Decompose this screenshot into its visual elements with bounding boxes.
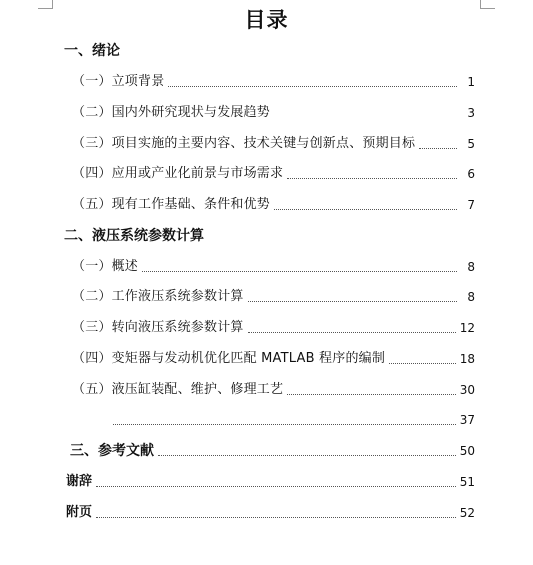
toc-entry-label: 三、参考文献 bbox=[70, 443, 154, 459]
toc-entry-label: （二）国内外研究现状与发展趋势 bbox=[72, 105, 271, 120]
toc-entry-page: 7 bbox=[467, 198, 475, 212]
toc-entry[interactable] bbox=[72, 287, 475, 307]
dot-leader bbox=[248, 300, 457, 302]
toc-entry[interactable] bbox=[72, 164, 475, 184]
toc-entry-label: （四）变矩器与发动机优化匹配 MATLAB 程序的编制 bbox=[72, 351, 386, 366]
dot-leader bbox=[96, 485, 456, 487]
toc-section-label: 二、液压系统参数计算 bbox=[64, 228, 204, 244]
dot-leader bbox=[274, 208, 457, 210]
toc-entry-page: 30 bbox=[459, 383, 475, 397]
toc-section-label: 一、绪论 bbox=[64, 43, 120, 59]
toc-entry-label: （一）概述 bbox=[72, 259, 139, 274]
toc-entry-page: 50 bbox=[459, 444, 475, 458]
toc-entry-page: 52 bbox=[459, 506, 475, 520]
dot-leader bbox=[96, 516, 456, 518]
toc-entry-label: （二）工作液压系统参数计算 bbox=[72, 289, 244, 304]
dot-leader bbox=[389, 362, 456, 364]
toc-entry-label: 谢辞 bbox=[66, 474, 93, 489]
toc-entry[interactable] bbox=[72, 195, 475, 215]
toc-entry-page: 18 bbox=[459, 352, 475, 366]
toc-entry-page: 8 bbox=[467, 290, 475, 304]
toc-entry-label: （五）现有工作基础、条件和优势 bbox=[72, 197, 271, 212]
toc-entry[interactable] bbox=[72, 134, 475, 154]
dot-leader bbox=[287, 393, 456, 395]
toc-entry[interactable] bbox=[72, 380, 475, 400]
dot-leader bbox=[274, 117, 457, 118]
toc-entry[interactable] bbox=[72, 349, 475, 369]
toc-entry-page: 51 bbox=[459, 475, 475, 489]
toc-entry[interactable] bbox=[72, 103, 475, 123]
toc-entry[interactable] bbox=[72, 72, 475, 92]
toc-entry-acknowledgements[interactable] bbox=[66, 472, 475, 492]
toc-entry-page: 37 bbox=[459, 413, 475, 427]
toc-entry-page: 3 bbox=[467, 106, 475, 120]
dot-leader bbox=[142, 270, 457, 272]
toc-entry-label: （三）项目实施的主要内容、技术关键与创新点、预期目标 bbox=[72, 136, 416, 151]
toc-entry-page: 5 bbox=[467, 137, 475, 151]
dot-leader bbox=[248, 331, 456, 333]
toc-entry-page: 6 bbox=[467, 167, 475, 181]
toc-entry-page: 8 bbox=[467, 260, 475, 274]
toc-section-heading[interactable] bbox=[64, 226, 204, 246]
toc-entry-appendix[interactable] bbox=[66, 503, 475, 523]
dot-leader bbox=[419, 147, 457, 149]
dot-leader bbox=[158, 454, 456, 456]
toc-entry[interactable] bbox=[72, 257, 475, 277]
toc-entry-references[interactable] bbox=[70, 441, 475, 461]
toc-entry-label: （五）液压缸装配、维护、修理工艺 bbox=[72, 382, 284, 397]
toc-entry-label: （一）立项背景 bbox=[72, 74, 165, 89]
toc-section-heading[interactable] bbox=[64, 41, 120, 61]
toc-entry-label: （三）转向液压系统参数计算 bbox=[72, 320, 244, 335]
toc-title: 目录 bbox=[244, 8, 289, 32]
toc-entry[interactable] bbox=[72, 318, 475, 338]
toc-entry-label: 附页 bbox=[66, 505, 93, 520]
dot-leader bbox=[113, 423, 456, 425]
toc-entry-page: 1 bbox=[467, 75, 475, 89]
dot-leader bbox=[168, 85, 457, 87]
toc-entry-label: （四）应用或产业化前景与市场需求 bbox=[72, 166, 284, 181]
toc-entry-page: 12 bbox=[459, 321, 475, 335]
dot-leader bbox=[287, 177, 457, 179]
toc-entry[interactable] bbox=[113, 410, 475, 430]
